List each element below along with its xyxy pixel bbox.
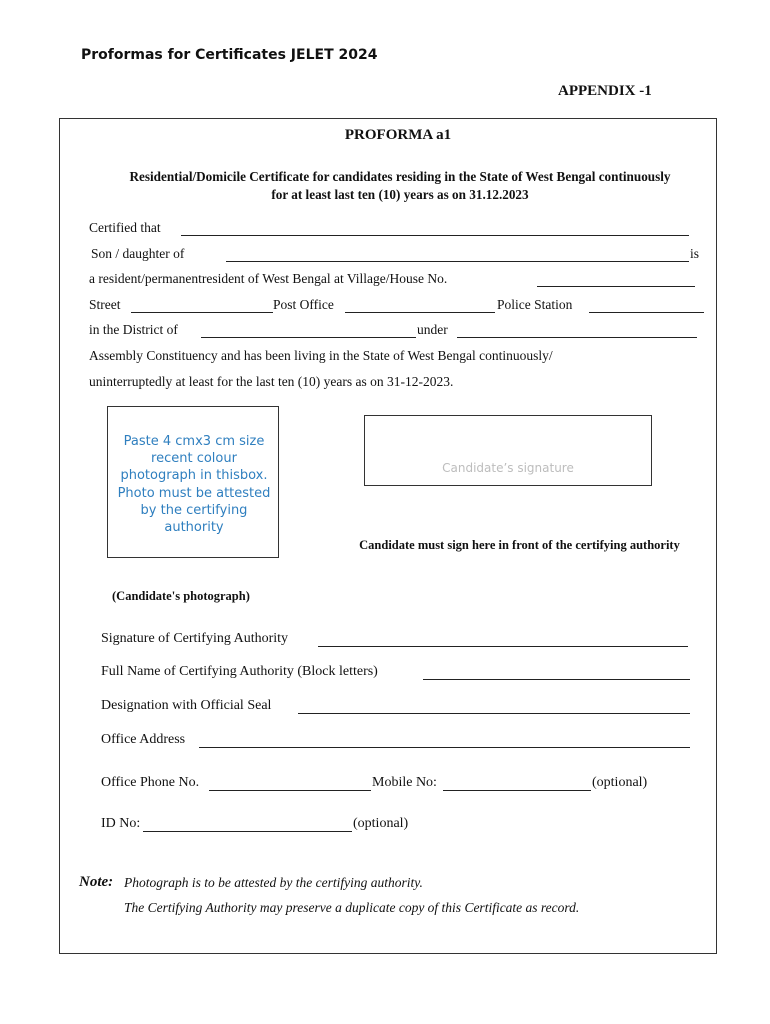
authority-name-field[interactable] xyxy=(423,679,690,680)
certified-that-label: Certified that xyxy=(89,220,161,235)
id-optional-label: (optional) xyxy=(353,816,409,831)
appendix-label: APPENDIX -1 xyxy=(558,83,652,99)
constituency-field[interactable] xyxy=(457,337,697,338)
id-no-field[interactable] xyxy=(143,831,352,832)
district-field[interactable] xyxy=(201,337,416,338)
post-office-label: Post Office xyxy=(273,297,334,312)
note-line-1: Photograph is to be attested by the certifying authority. xyxy=(124,875,423,890)
office-address-field[interactable] xyxy=(199,747,690,748)
document-header: Proformas for Certificates JELET 2024 xyxy=(81,47,378,63)
office-phone-label: Office Phone No. xyxy=(101,775,200,790)
assembly-text: Assembly Constituency and has been living in the State of West Bengal continuously/ xyxy=(89,348,553,363)
certificate-subtitle: Residential/Domicile Certificate for candidates residing in the State of West Bengal continuously for at least last ten (10) years as on 31.12.2023 xyxy=(129,169,671,202)
parent-name-field[interactable] xyxy=(226,261,689,262)
photo-instructions: Paste 4 cmx3 cm size recent colour photograph in thisbox. Photo must be attested by the certifying authority xyxy=(117,434,271,536)
designation-field[interactable] xyxy=(298,713,690,714)
designation-label: Designation with Official Seal xyxy=(101,698,272,713)
office-address-label: Office Address xyxy=(101,732,186,747)
authority-signature-label: Signature of Certifying Authority xyxy=(101,631,289,646)
resident-label: a resident/permanentresident of West Bengal at Village/House No. xyxy=(89,271,448,286)
mobile-label: Mobile No: xyxy=(372,775,437,790)
candidate-name-field[interactable] xyxy=(181,235,689,236)
office-phone-field[interactable] xyxy=(209,790,371,791)
candidate-signature-box[interactable] xyxy=(364,415,652,486)
mobile-optional-label: (optional) xyxy=(592,775,648,790)
village-house-field[interactable] xyxy=(537,286,695,287)
note-line-2: The Certifying Authority may preserve a duplicate copy of this Certificate as record. xyxy=(124,900,580,915)
under-label: under xyxy=(417,322,448,337)
street-label: Street xyxy=(89,297,121,312)
id-no-label: ID No: xyxy=(101,816,141,831)
authority-signature-field[interactable] xyxy=(318,646,688,647)
street-field[interactable] xyxy=(131,312,273,313)
mobile-field[interactable] xyxy=(443,790,591,791)
police-station-field[interactable] xyxy=(589,312,704,313)
post-office-field[interactable] xyxy=(345,312,495,313)
is-label: is xyxy=(690,246,700,261)
proforma-title: PROFORMA a1 xyxy=(344,127,452,143)
son-daughter-label: Son / daughter of xyxy=(91,246,185,261)
police-station-label: Police Station xyxy=(497,297,573,312)
uninterrupted-text: uninterruptedly at least for the last ten (10) years as on 31-12-2023. xyxy=(89,374,454,389)
photo-caption: (Candidate's photograph) xyxy=(112,589,250,603)
signature-placeholder: Candidate’s signature xyxy=(442,461,574,475)
signature-instruction: Candidate must sign here in front of the certifying authority xyxy=(359,538,680,552)
note-label: Note: xyxy=(79,874,114,890)
district-label: in the District of xyxy=(89,322,178,337)
authority-name-label: Full Name of Certifying Authority (Block letters) xyxy=(101,664,378,679)
